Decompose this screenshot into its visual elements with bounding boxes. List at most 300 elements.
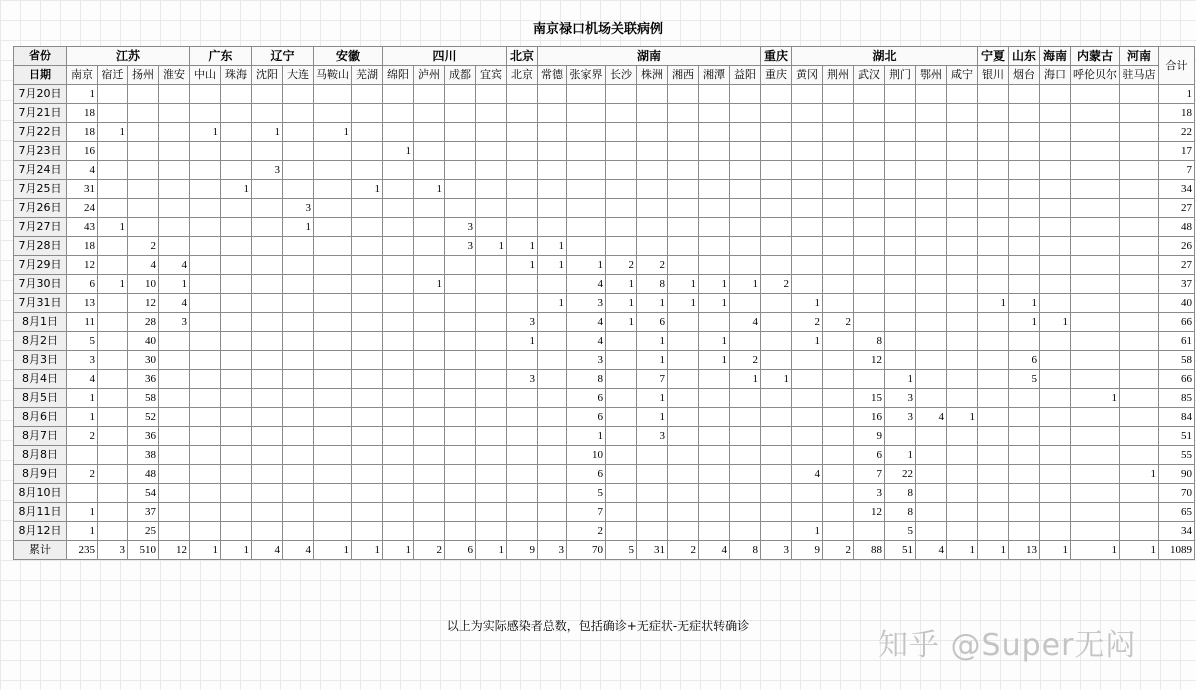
count-cell <box>978 104 1009 123</box>
count-cell: 1 <box>668 294 699 313</box>
count-cell: 4 <box>128 256 159 275</box>
count-cell <box>445 256 476 275</box>
count-cell <box>476 199 507 218</box>
count-cell <box>283 503 314 522</box>
count-cell <box>221 161 252 180</box>
count-cell <box>507 446 538 465</box>
count-cell <box>445 180 476 199</box>
count-cell <box>352 389 383 408</box>
date-cell: 7月25日 <box>14 180 67 199</box>
count-cell <box>823 294 854 313</box>
count-cell: 1 <box>476 237 507 256</box>
count-cell <box>761 465 792 484</box>
city-header: 宿迁 <box>98 66 128 85</box>
count-cell <box>283 142 314 161</box>
count-cell <box>947 142 978 161</box>
count-cell <box>414 313 445 332</box>
count-cell <box>414 427 445 446</box>
count-cell <box>190 294 221 313</box>
date-cell: 7月27日 <box>14 218 67 237</box>
count-cell <box>1009 104 1040 123</box>
count-cell: 48 <box>128 465 159 484</box>
table-row <box>14 104 1195 123</box>
count-cell <box>823 85 854 104</box>
count-cell <box>190 237 221 256</box>
count-cell <box>637 503 668 522</box>
count-cell <box>383 256 414 275</box>
count-cell: 3 <box>854 484 885 503</box>
count-cell <box>190 85 221 104</box>
count-cell <box>283 294 314 313</box>
count-cell <box>538 351 567 370</box>
count-cell <box>314 294 352 313</box>
count-cell <box>1071 123 1120 142</box>
count-cell <box>1040 180 1071 199</box>
count-cell <box>885 199 916 218</box>
count-cell <box>352 370 383 389</box>
city-header: 鄂州 <box>916 66 947 85</box>
date-cell: 8月5日 <box>14 389 67 408</box>
count-cell <box>221 351 252 370</box>
count-cell <box>730 161 761 180</box>
date-cell: 7月23日 <box>14 142 67 161</box>
count-cell <box>352 85 383 104</box>
count-cell <box>823 237 854 256</box>
count-cell <box>128 85 159 104</box>
count-cell <box>128 104 159 123</box>
count-cell <box>668 332 699 351</box>
count-cell <box>445 313 476 332</box>
count-cell <box>1071 427 1120 446</box>
count-cell: 3 <box>507 370 538 389</box>
count-cell <box>1120 104 1159 123</box>
count-cell <box>916 446 947 465</box>
city-header: 黄冈 <box>792 66 823 85</box>
count-cell <box>916 332 947 351</box>
count-cell <box>761 389 792 408</box>
count-cell <box>1120 142 1159 161</box>
count-cell <box>1071 85 1120 104</box>
province-header: 湖北 <box>792 47 978 66</box>
count-cell <box>637 123 668 142</box>
count-cell: 1 <box>98 275 128 294</box>
count-cell <box>1040 85 1071 104</box>
row-total-cell: 27 <box>1159 256 1195 275</box>
count-cell <box>947 522 978 541</box>
row-total-cell: 66 <box>1159 370 1195 389</box>
count-cell <box>1120 180 1159 199</box>
count-cell <box>1120 351 1159 370</box>
count-cell <box>1009 199 1040 218</box>
count-cell <box>67 484 98 503</box>
count-cell <box>221 256 252 275</box>
date-cell: 8月8日 <box>14 446 67 465</box>
count-cell <box>476 294 507 313</box>
count-cell <box>1009 427 1040 446</box>
table-row <box>14 427 1195 446</box>
count-cell <box>352 522 383 541</box>
count-cell: 10 <box>567 446 606 465</box>
count-cell: 6 <box>854 446 885 465</box>
count-cell: 38 <box>128 446 159 465</box>
count-cell <box>947 256 978 275</box>
count-cell: 6 <box>567 389 606 408</box>
count-cell: 1 <box>67 408 98 427</box>
count-cell <box>668 313 699 332</box>
table-row <box>14 351 1195 370</box>
count-cell: 1 <box>978 294 1009 313</box>
count-cell <box>916 256 947 275</box>
count-cell <box>792 237 823 256</box>
city-header: 银川 <box>978 66 1009 85</box>
count-cell <box>445 370 476 389</box>
count-cell <box>476 313 507 332</box>
table-row <box>14 275 1195 294</box>
case-table <box>13 46 1195 560</box>
count-cell <box>606 522 637 541</box>
count-cell <box>978 313 1009 332</box>
count-cell <box>98 199 128 218</box>
count-cell <box>352 294 383 313</box>
count-cell <box>283 484 314 503</box>
count-cell <box>476 427 507 446</box>
count-cell <box>1040 484 1071 503</box>
count-cell <box>792 85 823 104</box>
count-cell <box>730 218 761 237</box>
count-cell <box>947 370 978 389</box>
count-cell <box>283 351 314 370</box>
count-cell <box>916 294 947 313</box>
count-cell <box>159 446 190 465</box>
count-cell <box>606 465 637 484</box>
count-cell <box>606 503 637 522</box>
count-cell <box>314 465 352 484</box>
count-cell <box>414 256 445 275</box>
row-total-cell: 55 <box>1159 446 1195 465</box>
count-cell <box>538 446 567 465</box>
count-cell <box>730 408 761 427</box>
count-cell <box>668 123 699 142</box>
count-cell <box>699 256 730 275</box>
count-cell <box>1040 446 1071 465</box>
count-cell: 8 <box>885 484 916 503</box>
table-row <box>14 180 1195 199</box>
count-cell <box>668 427 699 446</box>
count-cell <box>606 484 637 503</box>
count-cell: 4 <box>792 465 823 484</box>
count-cell: 6 <box>567 408 606 427</box>
count-cell <box>221 199 252 218</box>
count-cell <box>916 370 947 389</box>
count-cell <box>1040 142 1071 161</box>
count-cell: 1 <box>252 123 283 142</box>
count-cell <box>414 332 445 351</box>
city-header: 南京 <box>67 66 98 85</box>
count-cell <box>314 522 352 541</box>
count-cell: 1 <box>668 275 699 294</box>
count-cell <box>190 275 221 294</box>
table-row <box>14 408 1195 427</box>
summary-cell: 1 <box>314 541 352 560</box>
count-cell <box>507 104 538 123</box>
count-cell <box>252 199 283 218</box>
count-cell: 1 <box>507 237 538 256</box>
count-cell: 2 <box>823 313 854 332</box>
count-cell: 1 <box>730 275 761 294</box>
count-cell <box>476 408 507 427</box>
count-cell <box>567 123 606 142</box>
count-cell <box>668 484 699 503</box>
count-cell <box>414 161 445 180</box>
count-cell: 1 <box>507 256 538 275</box>
count-cell <box>314 370 352 389</box>
count-cell <box>98 294 128 313</box>
count-cell <box>854 313 885 332</box>
count-cell <box>476 503 507 522</box>
count-cell <box>1040 123 1071 142</box>
count-cell <box>445 123 476 142</box>
count-cell <box>252 503 283 522</box>
city-header: 荆门 <box>885 66 916 85</box>
count-cell <box>606 237 637 256</box>
count-cell <box>854 237 885 256</box>
count-cell <box>1040 522 1071 541</box>
count-cell: 1 <box>947 408 978 427</box>
count-cell <box>761 503 792 522</box>
count-cell <box>761 408 792 427</box>
province-header: 重庆 <box>761 47 792 66</box>
count-cell <box>159 123 190 142</box>
count-cell <box>978 408 1009 427</box>
count-cell <box>314 408 352 427</box>
count-cell <box>283 427 314 446</box>
count-cell <box>1071 218 1120 237</box>
count-cell <box>476 123 507 142</box>
count-cell <box>978 522 1009 541</box>
count-cell: 3 <box>283 199 314 218</box>
summary-cell: 51 <box>885 541 916 560</box>
count-cell <box>761 427 792 446</box>
summary-cell: 6 <box>445 541 476 560</box>
count-cell <box>1040 104 1071 123</box>
count-cell <box>761 522 792 541</box>
count-cell <box>916 161 947 180</box>
city-header: 益阳 <box>730 66 761 85</box>
count-cell <box>283 256 314 275</box>
count-cell <box>507 408 538 427</box>
count-cell <box>885 332 916 351</box>
count-cell <box>476 180 507 199</box>
count-cell <box>314 446 352 465</box>
count-cell <box>823 370 854 389</box>
count-cell <box>1120 218 1159 237</box>
count-cell <box>699 237 730 256</box>
count-cell <box>190 446 221 465</box>
count-cell <box>978 465 1009 484</box>
count-cell <box>916 503 947 522</box>
count-cell <box>947 351 978 370</box>
count-cell <box>414 389 445 408</box>
count-cell: 6 <box>637 313 668 332</box>
count-cell <box>252 256 283 275</box>
footnote: 以上为实际感染者总数，包括确诊+无症状-无症状转确诊 <box>446 619 750 633</box>
count-cell <box>352 275 383 294</box>
count-cell <box>1120 275 1159 294</box>
count-cell: 1 <box>538 237 567 256</box>
count-cell <box>445 104 476 123</box>
count-cell <box>567 218 606 237</box>
count-cell <box>606 370 637 389</box>
summary-cell: 88 <box>854 541 885 560</box>
count-cell: 1 <box>792 294 823 313</box>
table-row <box>14 199 1195 218</box>
count-cell <box>947 85 978 104</box>
count-cell <box>190 199 221 218</box>
count-cell: 2 <box>730 351 761 370</box>
count-cell <box>699 427 730 446</box>
count-cell <box>445 199 476 218</box>
count-cell <box>668 218 699 237</box>
count-cell <box>1009 408 1040 427</box>
count-cell <box>476 389 507 408</box>
count-cell <box>637 85 668 104</box>
count-cell <box>978 484 1009 503</box>
count-cell <box>668 85 699 104</box>
count-cell <box>476 104 507 123</box>
count-cell <box>159 85 190 104</box>
count-cell <box>699 85 730 104</box>
count-cell <box>476 332 507 351</box>
count-cell <box>538 85 567 104</box>
date-cell: 7月24日 <box>14 161 67 180</box>
count-cell <box>699 446 730 465</box>
count-cell <box>190 351 221 370</box>
count-cell: 4 <box>730 313 761 332</box>
count-cell <box>190 142 221 161</box>
count-cell: 2 <box>567 522 606 541</box>
count-cell <box>668 199 699 218</box>
count-cell <box>854 522 885 541</box>
count-cell <box>854 104 885 123</box>
province-header: 江苏 <box>67 47 190 66</box>
count-cell <box>1009 218 1040 237</box>
count-cell: 3 <box>252 161 283 180</box>
table-row <box>14 313 1195 332</box>
table-row <box>14 446 1195 465</box>
count-cell: 1 <box>352 180 383 199</box>
count-cell: 10 <box>128 275 159 294</box>
count-cell <box>916 389 947 408</box>
count-cell <box>221 218 252 237</box>
count-cell <box>637 465 668 484</box>
count-cell <box>606 199 637 218</box>
count-cell: 1 <box>606 294 637 313</box>
count-cell: 1 <box>1009 294 1040 313</box>
summary-cell: 31 <box>637 541 668 560</box>
table-row <box>14 237 1195 256</box>
province-header-row <box>14 47 1195 66</box>
count-cell <box>1009 465 1040 484</box>
count-cell <box>507 180 538 199</box>
count-cell <box>252 370 283 389</box>
count-cell <box>854 294 885 313</box>
count-cell: 3 <box>885 389 916 408</box>
province-header: 河南 <box>1120 47 1159 66</box>
count-cell <box>885 218 916 237</box>
count-cell <box>699 313 730 332</box>
count-cell <box>699 180 730 199</box>
count-cell <box>854 85 885 104</box>
count-cell <box>414 408 445 427</box>
count-cell <box>637 142 668 161</box>
date-cell: 8月7日 <box>14 427 67 446</box>
city-header: 成都 <box>445 66 476 85</box>
count-cell <box>885 180 916 199</box>
summary-cell: 1 <box>476 541 507 560</box>
count-cell <box>221 408 252 427</box>
count-cell <box>854 180 885 199</box>
count-cell: 22 <box>885 465 916 484</box>
count-cell: 1 <box>67 389 98 408</box>
count-cell <box>1040 294 1071 313</box>
count-cell: 1 <box>606 313 637 332</box>
count-cell <box>730 465 761 484</box>
count-cell <box>252 408 283 427</box>
table-row <box>14 484 1195 503</box>
province-header: 内蒙古 <box>1071 47 1120 66</box>
count-cell <box>916 275 947 294</box>
count-cell <box>978 275 1009 294</box>
row-total-cell: 34 <box>1159 522 1195 541</box>
count-cell <box>128 218 159 237</box>
count-cell <box>383 332 414 351</box>
count-cell <box>476 465 507 484</box>
city-header: 常德 <box>538 66 567 85</box>
watermark: 知乎 @Super无闷 <box>878 628 1137 663</box>
count-cell <box>823 123 854 142</box>
count-cell <box>1120 332 1159 351</box>
province-header: 海南 <box>1040 47 1071 66</box>
count-cell: 40 <box>128 332 159 351</box>
count-cell <box>885 123 916 142</box>
count-cell <box>159 237 190 256</box>
city-header: 泸州 <box>414 66 445 85</box>
count-cell <box>414 484 445 503</box>
count-cell <box>538 218 567 237</box>
count-cell <box>314 313 352 332</box>
count-cell <box>730 427 761 446</box>
count-cell <box>445 351 476 370</box>
count-cell <box>352 465 383 484</box>
count-cell <box>252 104 283 123</box>
count-cell <box>947 465 978 484</box>
count-cell <box>507 123 538 142</box>
count-cell <box>1040 332 1071 351</box>
summary-cell: 4 <box>283 541 314 560</box>
count-cell <box>1071 199 1120 218</box>
count-cell <box>252 522 283 541</box>
count-cell <box>383 218 414 237</box>
count-cell: 1 <box>67 503 98 522</box>
count-cell <box>761 446 792 465</box>
city-header: 沈阳 <box>252 66 283 85</box>
count-cell: 4 <box>67 370 98 389</box>
row-total-cell: 7 <box>1159 161 1195 180</box>
province-header: 湖南 <box>538 47 761 66</box>
row-total-cell: 58 <box>1159 351 1195 370</box>
count-cell <box>823 465 854 484</box>
count-cell <box>221 522 252 541</box>
